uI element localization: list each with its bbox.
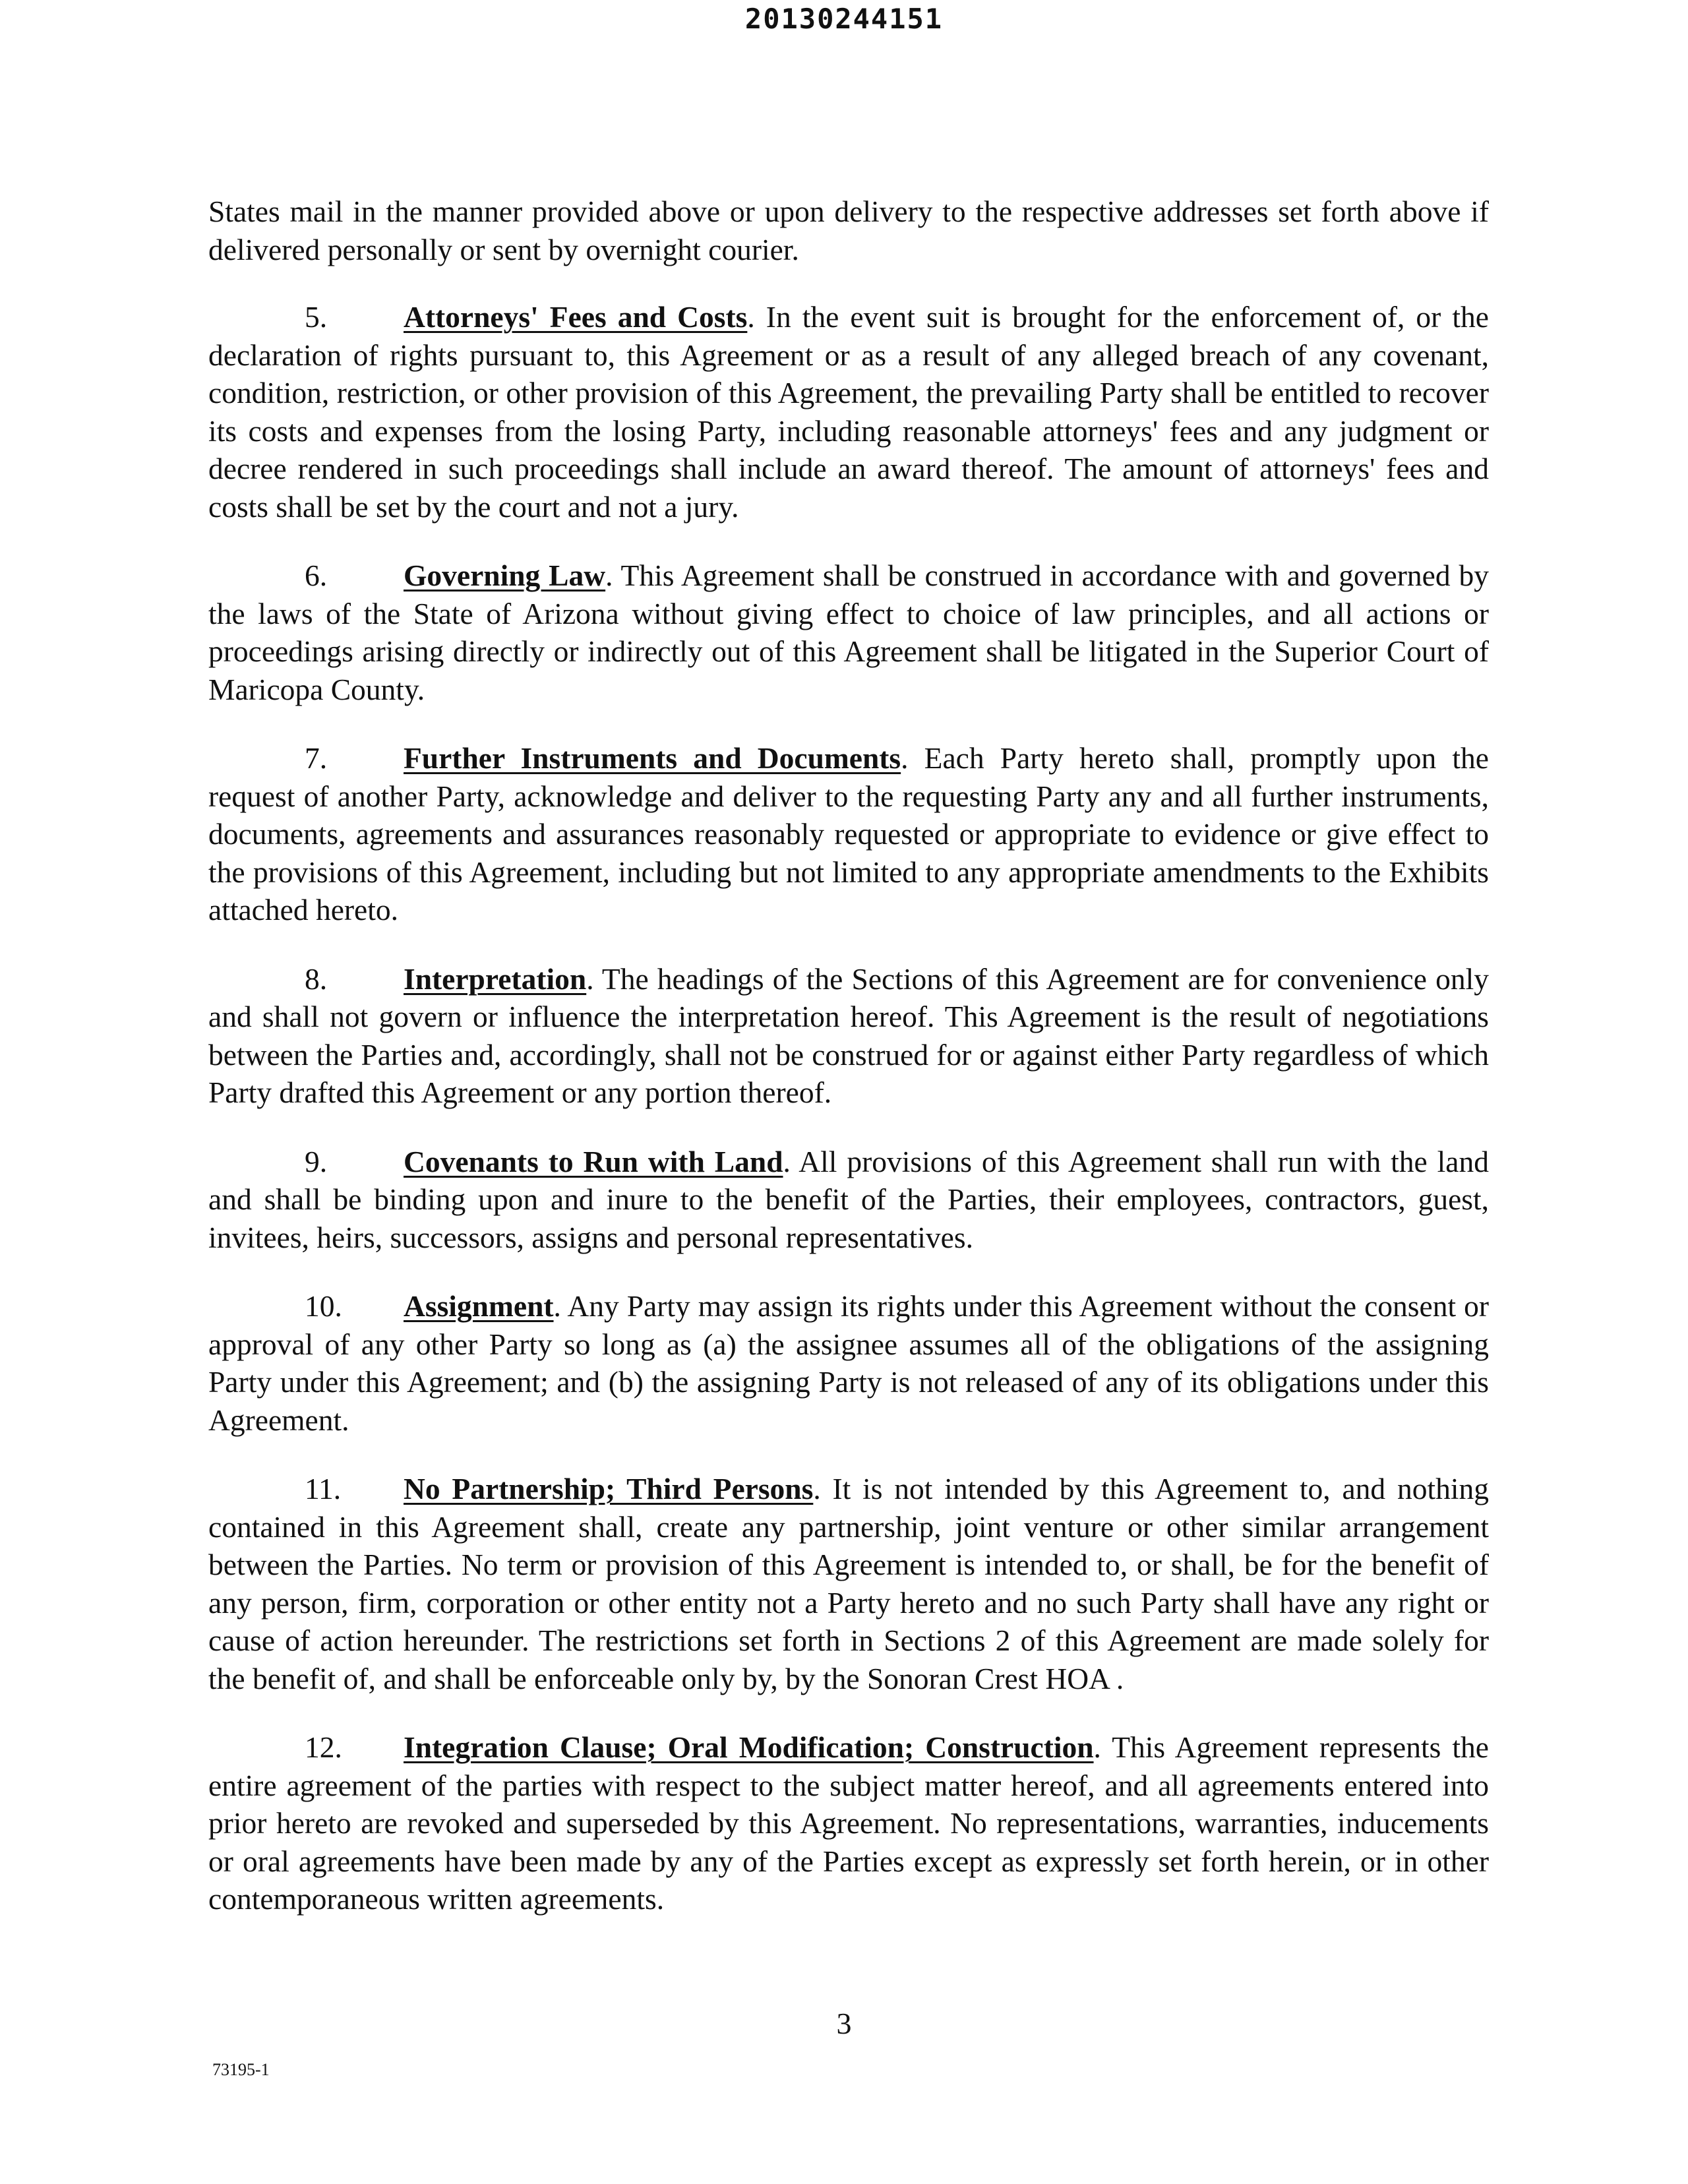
section-number: 9.: [305, 1144, 328, 1178]
section-text: . It is not intended by this Agreement to, and nothing contained in this Agreement shall, create any partnership, joint venture or other similar arrangement between the Parties. No term or provision of this Agreement is intended to, or shall, be for the benefit of any person, firm, corporation or other entity not a Party hereto and no such Party shall have any right or cause of action hereunder. The restrictions set forth in Sections 2 of this Agreement are made solely for the benefit of, and shall be enforceable only by, by the Sonoran Crest HOA .: [208, 1472, 1489, 1695]
page-number: 3: [836, 2007, 852, 2040]
section-text: . This Agreement shall be construed in accordance with and governed by the laws of the State of Arizona without giving effect to choice of law principles, and all actions or proceedings arising directly or indirectly out of this Agreement shall be litigated in the Superior Court of Maricopa County.: [208, 559, 1489, 706]
section-number: 7.: [305, 741, 328, 775]
section-number: 11.: [305, 1472, 342, 1505]
document-code: 73195-1: [212, 2060, 270, 2079]
section-number: 5.: [305, 300, 328, 334]
section-number: 10.: [305, 1289, 342, 1323]
section-heading: Covenants to Run with Land: [404, 1144, 783, 1178]
section-heading: No Partnership; Third Persons: [404, 1472, 814, 1505]
section-12: [208, 1728, 1489, 1918]
section-heading: Attorneys' Fees and Costs: [404, 300, 748, 334]
section-text: . This Agreement represents the entire agreement of the parties with respect to the subject matter hereof, and all agreements entered into prior hereto are revoked and superseded by this Agreement. No representations, warranties, inducements or oral agreements have been made by any of the Parties except as expressly set forth herein, or in other contemporaneous written agreements.: [208, 1730, 1489, 1916]
section-heading: Interpretation: [404, 961, 587, 996]
section-heading: Integration Clause; Oral Modification; Construction: [404, 1730, 1094, 1764]
section-number: 6.: [305, 559, 328, 592]
section-11: [208, 1470, 1489, 1697]
section-text: . Each Party hereto shall, promptly upon the request of another Party, acknowledge and deliver to the requesting Party any and all further instruments, documents, agreements and assurances reasonably requested or appropriate to evidence or give effect to the provisions of this Agreement, including but not limited to any appropriate amendments to the Exhibits attached hereto.: [208, 741, 1489, 926]
document-number: 20130244151: [744, 3, 944, 35]
section-heading: Further Instruments and Documents: [404, 741, 901, 775]
section-text: . The headings of the Sections of this Agreement are for convenience only and shall not govern or influence the interpretation hereof. This Agreement is the result of negotiations between the Parties and, accordingly, shall not be construed for or against either Party regardless of which Party drafted this Agreement or any portion thereof.: [208, 961, 1489, 1109]
section-5: [208, 298, 1489, 526]
section-heading: Assignment: [404, 1289, 554, 1323]
section-6: [208, 557, 1489, 708]
section-text: . All provisions of this Agreement shall run with the land and shall be binding upon and inure to the benefit of the Parties, their employees, contractors, guest, invitees, heirs, successors, assigns and personal representatives.: [208, 1144, 1489, 1254]
section-number: 12.: [305, 1730, 342, 1764]
section-text: . Any Party may assign its rights under this Agreement without the consent or approval of any other Party so long as (a) the assignee assumes all of the obligations of the assigning Party under this Agreement; and (b) the assigning Party is not released of any of its obligations under this Agreement.: [208, 1289, 1489, 1437]
section-8: [208, 960, 1489, 1112]
section-9: [208, 1143, 1489, 1257]
intro-paragraph: States mail in the manner provided above or upon delivery to the respective addresses set forth above if delivered personally or sent by overnight courier.: [208, 195, 1489, 266]
section-7: [208, 739, 1489, 929]
section-text: . In the event suit is brought for the enforcement of, or the declaration of rights pursuant to, this Agreement or as a result of any alleged breach of any covenant, condition, restriction, or other provision of this Agreement, the prevailing Party shall be entitled to recover its costs and expenses from the losing Party, including reasonable attorneys' fees and any judgment or decree rendered in such proceedings shall include an award thereof. The amount of attorneys' fees and costs shall be set by the court and not a jury.: [208, 300, 1489, 524]
section-10: [208, 1287, 1489, 1439]
section-heading: Governing Law: [404, 559, 606, 592]
document-body: [208, 193, 1489, 1949]
section-number: 8.: [305, 961, 328, 996]
